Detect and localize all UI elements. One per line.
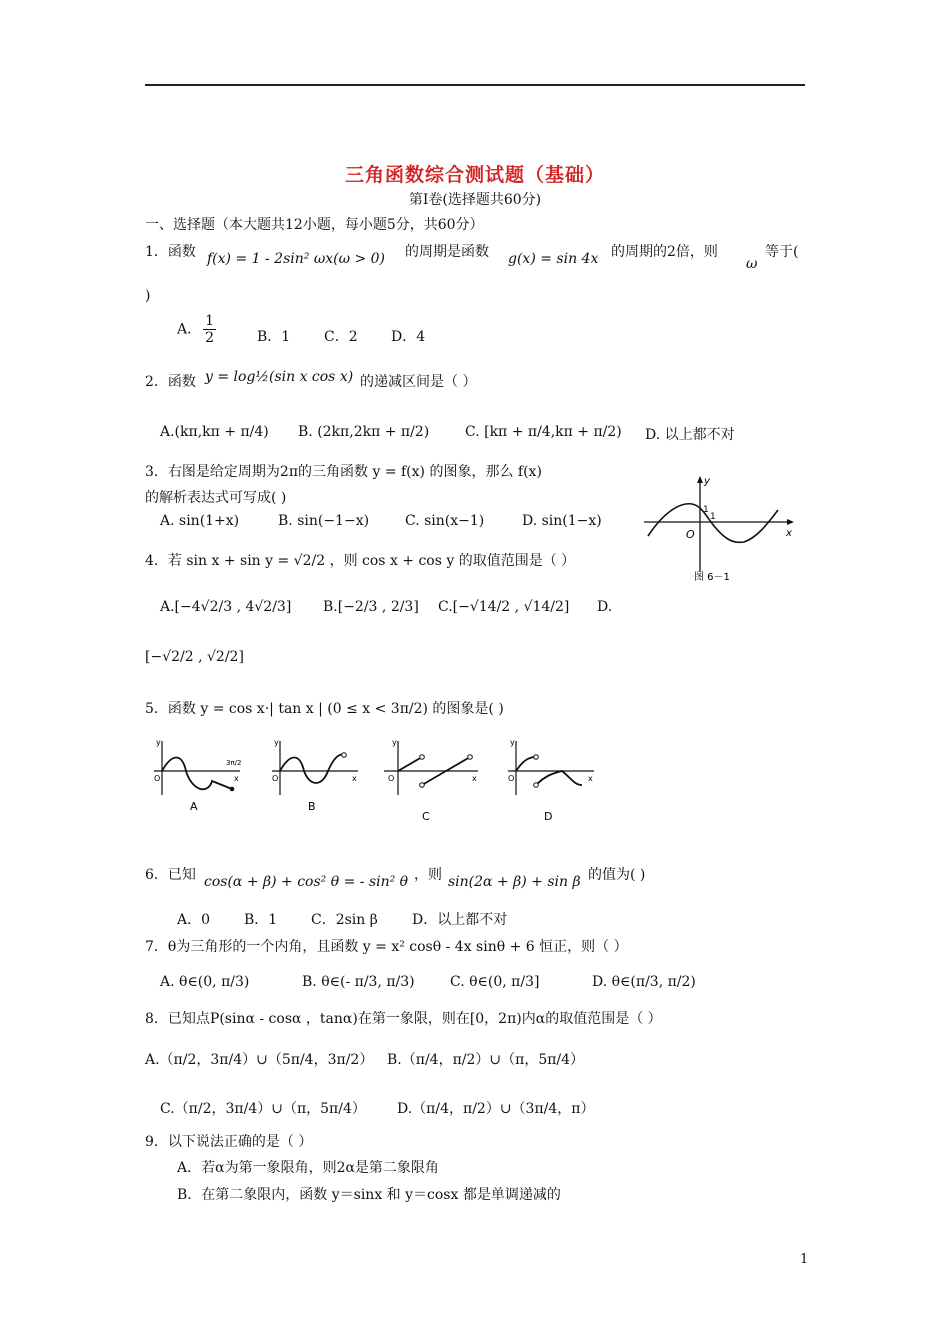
q5-b-origin: O (272, 774, 279, 783)
q2-option-c: C. [kπ + π/4,kπ + π/2) (465, 424, 622, 440)
q8-option-c: C.（π/2，3π/4）∪（π，5π/4） (160, 1101, 366, 1117)
q5-c-x-label: x (472, 774, 477, 783)
q4-option-d-cont: [−√2/2 , √2/2] (145, 649, 244, 665)
q5-a-x-label: x (234, 774, 239, 783)
q1-stem-b: 的周期是函数 (405, 244, 489, 260)
q1-option-d: D．4 (391, 329, 426, 345)
q6-option-b: B．1 (244, 912, 278, 928)
q2-func: y = log½(sin x cos x) (205, 369, 354, 385)
q3-fig-origin: O (686, 528, 695, 541)
q5-graph-c (384, 738, 478, 823)
q4-stem: 4．若 sin x + sin y = √2/2 ，则 cos x + cos y 的取值范围是（ ） (145, 553, 576, 569)
q1-stem-a: 1．函数 (145, 244, 196, 260)
q3-line-1: 3．右图是给定周期为2π的三角函数 y = f(x) 的图象，那么 f(x) (145, 464, 542, 480)
q9-option-a: A．若α为第一象限角，则2α是第二象限角 (177, 1160, 439, 1176)
q3-option-c: C. sin(x−1) (405, 513, 485, 529)
q8-option-d: D.（π/4，π/2）∪（3π/4，π） (397, 1101, 595, 1117)
q5-figures (148, 735, 608, 830)
section-heading: 一、选择题（本大题共12小题，每小题5分，共60分） (145, 217, 484, 233)
q5-stem: 5．函数 y = cos x·| tan x | (0 ≤ x < 3π/2) 的图象是( ) (145, 701, 504, 717)
q3-figure (640, 472, 800, 584)
q6-stem-a: 6．已知 (145, 867, 196, 883)
q3-fig-one-y: 1 (703, 505, 709, 515)
q5-label-d: D (544, 810, 553, 823)
q3-fig-y-label: y (704, 476, 710, 487)
q5-graph-b (272, 738, 358, 813)
q5-c-y-label: y (392, 738, 397, 747)
q7-option-d: D. θ∈(π/3, π/2) (592, 974, 696, 990)
q5-b-x-label: x (352, 774, 357, 783)
q3-option-d: D. sin(1−x) (522, 513, 602, 529)
q3-line-2: 的解析表达式可写成( ) (145, 490, 287, 506)
q5-graph-d (508, 738, 594, 823)
q5-d-y-label: y (510, 738, 515, 747)
q1-option-a-denominator: 2 (205, 330, 215, 347)
page-number: 1 (800, 1252, 809, 1267)
q5-a-curve (162, 758, 232, 790)
q5-label-c: C (422, 810, 430, 823)
q6-stem-c: 的值为( ) (588, 867, 646, 883)
q2-option-b: B. (2kπ,2kπ + π/2) (298, 424, 430, 440)
q9-option-b: B．在第二象限内，函数 y＝sinx 和 y＝cosx 都是单调递减的 (177, 1187, 561, 1203)
q8-option-a: A.（π/2，3π/4）∪（5π/4，3π/2） (145, 1052, 374, 1068)
q4-option-b: B.[−2/3 , 2/3] (323, 599, 419, 615)
q3-fig-one-x: 1 (710, 512, 716, 522)
q9-stem: 9．以下说法正确的是（ ） (145, 1134, 313, 1150)
q4-option-d: D. (597, 599, 613, 615)
q8-option-b: B.（π/4，π/2）∪（π，5π/4） (387, 1052, 585, 1068)
q3-fig-caption: 图 6－1 (694, 572, 730, 583)
q7-option-c: C. θ∈(0, π/3] (450, 974, 540, 990)
q4-option-c: C.[−√14/2 , √14/2] (438, 599, 570, 615)
q1-option-a-fraction (203, 313, 216, 346)
q5-d-origin: O (508, 774, 515, 783)
q2-stem-b: 的递减区间是（ ） (360, 374, 477, 390)
q2-option-d: D. 以上都不对 (645, 427, 735, 443)
q5-label-a: A (190, 800, 198, 813)
q1-option-a-numerator: 1 (205, 313, 215, 329)
q1-func-g: g(x) = sin 4x (508, 251, 599, 267)
q6-stem-b: ，则 (414, 867, 442, 883)
q1-option-c: C．2 (324, 329, 358, 345)
q3-fig-y-arrow (697, 476, 703, 483)
q3-option-a: A. sin(1+x) (160, 513, 240, 529)
q5-d-x-label: x (588, 774, 593, 783)
q3-option-b: B. sin(−1−x) (278, 513, 370, 529)
q3-fig-curve (648, 504, 778, 543)
q1-option-a-label: A． (177, 321, 202, 338)
q5-a-y-label: y (156, 738, 161, 747)
q7-option-b: B. θ∈(- π/3, π/3) (302, 974, 415, 990)
q1-stem-c: 的周期的2倍，则 (611, 244, 718, 260)
q6-option-d: D．以上都不对 (412, 912, 508, 928)
q8-stem: 8．已知点P(sinα - cosα ，tanα)在第一象限，则在[0，2π)内α的取值范围是（ ） (145, 1011, 662, 1027)
q7-stem: 7．θ为三角形的一个内角，且函数 y = x² cosθ - 4x sinθ + 6 恒正，则（ ） (145, 939, 628, 955)
q6-condition: cos(α + β) + cos² θ = - sin² θ (204, 874, 409, 890)
q5-graph-a (154, 738, 241, 813)
q1-option-a (177, 313, 218, 346)
q5-a-origin: O (154, 774, 161, 783)
page-subtitle: 第I卷(选择题共60分) (408, 192, 542, 208)
q1-stem-d: 等于( (765, 244, 799, 260)
q3-fig-x-label: x (786, 528, 792, 539)
q1-func-f: f(x) = 1 - 2sin² ωx(ω > 0) (207, 251, 386, 267)
q6-expression: sin(2α + β) + sin β (448, 874, 581, 890)
q4-option-a: A.[−4√2/3 , 4√2/3] (160, 599, 292, 615)
q1-omega: ω (746, 256, 758, 272)
q6-option-a: A．0 (177, 912, 211, 928)
q5-b-curve (280, 755, 344, 783)
q5-a-tick-3pi2: 3π/2 (226, 759, 242, 767)
q2-stem-a: 2．函数 (145, 374, 196, 390)
q5-label-b: B (308, 800, 316, 813)
q3-fig-x-arrow (787, 519, 794, 525)
q1-close-paren: ) (145, 288, 151, 304)
page-title: 三角函数综合测试题（基础） (344, 164, 605, 186)
q7-option-a: A. θ∈(0, π/3) (160, 974, 250, 990)
header-rule (145, 84, 805, 86)
q6-option-c: C．2sin β (311, 912, 378, 928)
q5-b-y-label: y (274, 738, 279, 747)
q2-option-a: A.(kπ,kπ + π/4) (160, 424, 269, 440)
q1-option-b: B．1 (257, 329, 291, 345)
q5-c-origin: O (388, 774, 395, 783)
